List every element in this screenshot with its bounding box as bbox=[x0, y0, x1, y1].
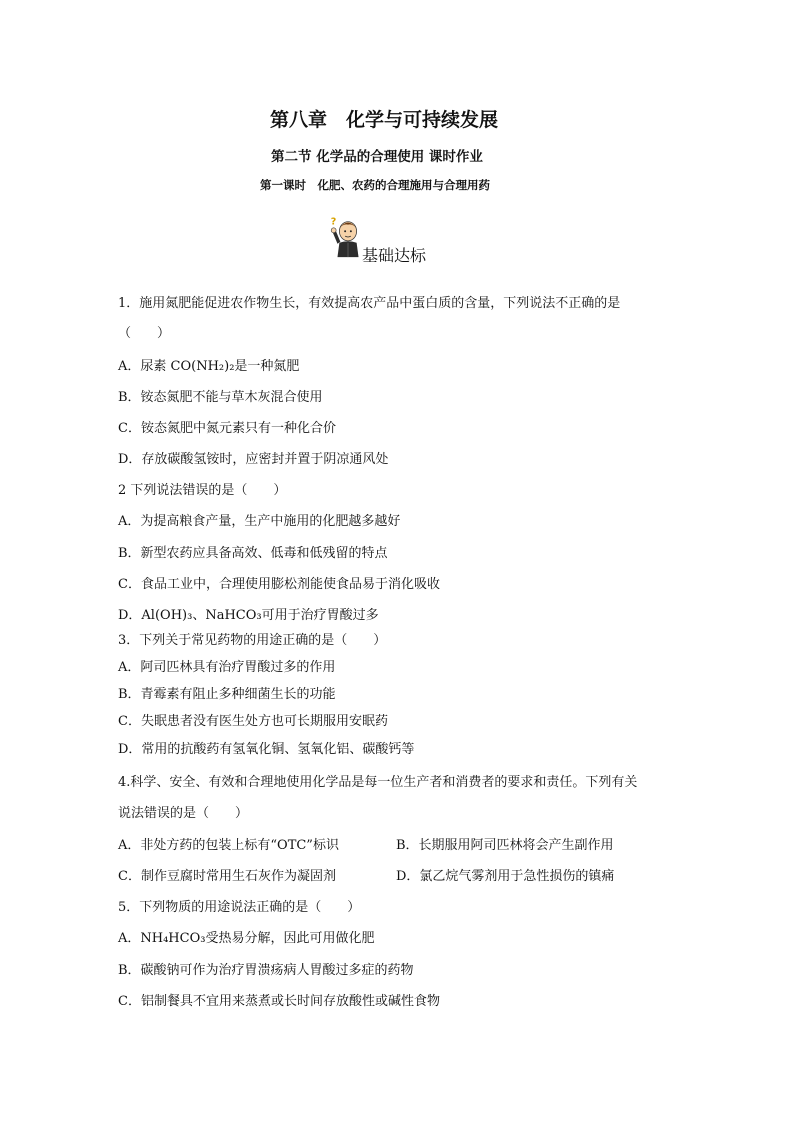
question-1-option-c: C．铵态氮肥中氮元素只有一种化合价 bbox=[118, 421, 336, 436]
question-4-option-a: A．非处方药的包装上标有“OTC”标识 bbox=[118, 838, 339, 853]
question-4-stem-cont: 说法错误的是（ ） bbox=[118, 806, 249, 821]
section-badge-label: 基础达标 bbox=[362, 246, 427, 265]
question-1-stem-cont: （ ） bbox=[118, 326, 171, 341]
question-3-option-d: D．常用的抗酸药有氢氧化铜、氢氧化铝、碳酸钙等 bbox=[118, 742, 415, 757]
question-4-stem: 4.科学、安全、有效和合理地使用化学品是每一位生产者和消费者的要求和责任。下列有关 bbox=[118, 775, 638, 790]
svg-text:?: ? bbox=[330, 216, 337, 228]
question-2-option-a: A．为提高粮食产量，生产中施用的化肥越多越好 bbox=[118, 514, 401, 529]
question-2-option-d: D．Al(OH)₃、NaHCO₃可用于治疗胃酸过多 bbox=[118, 608, 379, 623]
chapter-title: 第八章 化学与可持续发展 bbox=[270, 109, 499, 131]
question-5-option-a: A．NH₄HCO₃受热易分解，因此可用做化肥 bbox=[118, 931, 375, 946]
question-1-option-d: D．存放碳酸氢铵时，应密封并置于阴凉通风处 bbox=[118, 452, 389, 467]
question-3-option-c: C．失眠患者没有医生处方也可长期服用安眠药 bbox=[118, 714, 388, 729]
question-1-option-b: B．铵态氮肥不能与草木灰混合使用 bbox=[118, 390, 323, 405]
question-2-option-c: C．食品工业中，合理使用膨松剂能使食品易于消化吸收 bbox=[118, 577, 440, 592]
question-5-option-b: B．碳酸钠可作为治疗胃溃疡病人胃酸过多症的药物 bbox=[118, 963, 414, 978]
question-4-option-d: D．氯乙烷气雾剂用于急性损伤的镇痛 bbox=[396, 869, 615, 884]
question-4-option-c: C．制作豆腐时常用生石灰作为凝固剂 bbox=[118, 869, 336, 884]
question-5-stem: 5．下列物质的用途说法正确的是（ ） bbox=[118, 900, 361, 915]
question-3-stem: 3．下列关于常见药物的用途正确的是（ ） bbox=[118, 633, 387, 648]
question-3-option-a: A．阿司匹林具有治疗胃酸过多的作用 bbox=[118, 660, 336, 675]
lesson-title: 第一课时 化肥、农药的合理施用与合理用药 bbox=[260, 178, 490, 192]
question-1-stem: 1．施用氮肥能促进农作物生长，有效提高农产品中蛋白质的含量，下列说法不正确的是 bbox=[118, 296, 621, 311]
question-2-option-b: B．新型农药应具备高效、低毒和低残留的特点 bbox=[118, 546, 388, 561]
question-2-stem: 2 下列说法错误的是（ ） bbox=[118, 483, 287, 498]
section-title: 第二节 化学品的合理使用 课时作业 bbox=[271, 149, 483, 165]
question-4-option-b: B．长期服用阿司匹林将会产生副作用 bbox=[396, 838, 614, 853]
question-5-option-c: C．铝制餐具不宜用来蒸煮或长时间存放酸性或碱性食物 bbox=[118, 994, 440, 1009]
question-1-option-a: A．尿素 CO(NH₂)₂是一种氮肥 bbox=[118, 359, 300, 374]
question-3-option-b: B．青霉素有阻止多种细菌生长的功能 bbox=[118, 687, 336, 702]
